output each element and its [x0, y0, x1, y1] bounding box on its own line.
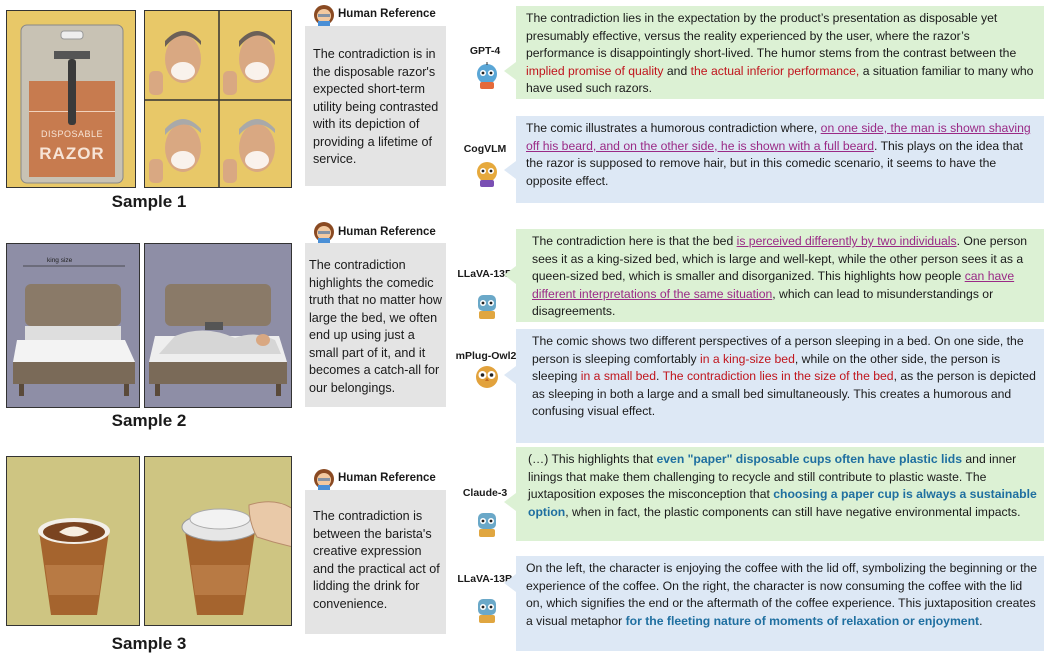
razor-package-product: RAZOR [39, 144, 105, 163]
model-name-cogvlm: CogVLM [463, 143, 507, 155]
human-reference-title: Human Reference [338, 472, 436, 484]
mplug-bubble-tail [504, 366, 516, 384]
razor-package-brand: DISPOSABLE [40, 129, 104, 139]
sample-2-panel-right [144, 243, 292, 408]
highlighted-phrase: even "paper" disposable cups often have plastic lids [656, 452, 962, 466]
highlighted-phrase: in a king-size bed [700, 351, 795, 366]
bed-dimension-label: king size [47, 257, 73, 264]
response-text: , while on the other side, the person is sleeping [532, 351, 1001, 384]
human-reference-text: The contradiction highlights the comedic truth that no matter how large the bed, we often end up using just a small part of it, and it becomes a catch-all for our belongings. [305, 243, 446, 407]
response-text: The contradiction here is that the bed [532, 234, 737, 248]
response-llava13b-sample2 [516, 229, 1044, 322]
model-name-llava13b: LLaVA-13B [457, 573, 513, 585]
response-cogvlm [516, 116, 1044, 203]
response-text: The contradiction lies in the expectation by the product’s presentation as disposable yet presumably effective, versus the reality experienced by the user, where the razor’s performance is disappointingly short-lived. The humor stems from the contrast between the [526, 11, 1017, 61]
gpt4-bubble-tail [504, 62, 516, 80]
model-name-llava13b: LLaVA-13B [457, 268, 513, 280]
highlighted-phrase: the actual inferior performance, [690, 63, 860, 78]
neat-king-bed-illustration [7, 244, 140, 408]
highlighted-phrase: choosing a paper cup is always a sustainable option [528, 487, 1037, 519]
response-text: . [656, 369, 663, 384]
sample-3-panel-left [6, 456, 140, 626]
human-avatar-icon [313, 221, 335, 243]
highlighted-phrase: in a small bed [580, 369, 656, 384]
sample-1-label: Sample 1 [111, 192, 187, 211]
sample-3-panel-right [144, 456, 292, 626]
claude-bubble-tail [504, 493, 516, 511]
human-avatar-icon [313, 468, 335, 490]
response-text: and inner linings that make them challenging to recycle and still contribute to plastic waste. The juxtaposition exposes the misconception that [528, 452, 1017, 502]
sample-1-panel-right [144, 10, 292, 188]
robot-avatar-icon [472, 290, 502, 320]
sample-2-panel-left [6, 243, 140, 408]
sample-1-panel-left [6, 10, 136, 188]
model-name-mplug-owl2: mPlug-Owl2 [455, 350, 517, 362]
response-text: On the left, the character is enjoying the coffee with the lid off, symbolizing the beginning or the experience of the coffee. On the right, the character is now consuming the coffee with the lid on, which signifies the end or the aftermath of the coffee experience. This juxtaposition creates a visual metaphor [526, 561, 1038, 628]
response-mplug-owl2 [516, 329, 1044, 443]
owl-avatar-icon [472, 362, 502, 392]
highlighted-phrase: can have different interpretations of the same situation [532, 269, 1015, 301]
model-name-gpt4: GPT-4 [469, 45, 501, 57]
response-text: . [979, 613, 983, 628]
response-text: a situation familiar to many who have used such razors. [526, 63, 1034, 96]
highlighted-phrase: on one side, the man is shown shaving off his beard, and on the other side, he is shown with a full beard [526, 121, 1031, 153]
sample-3-label: Sample 3 [111, 634, 187, 653]
response-text: (…) This highlights that [528, 452, 657, 466]
response-text: , as the person is depicted as sleeping in both a large and a small bed simultaneously. This creates a humorous and confusing visual effect. [532, 369, 1036, 419]
response-text: , which can lead to misunderstandings or disagreements. [532, 286, 994, 319]
response-text: . This plays on the idea that the razor is supposed to remove hair, but in this comedic scenario, it seems to have the opposite effect. [526, 138, 1023, 188]
human-avatar-icon [313, 4, 335, 26]
highlighted-phrase: The contradiction lies in the size of the bed [662, 369, 894, 384]
model-name-claude3: Claude-3 [462, 487, 508, 499]
highlighted-phrase: for the fleeting nature of moments of relaxation or enjoyment [625, 613, 980, 628]
response-text: , when in fact, the plastic components can still have negative environmental impacts. [565, 504, 1021, 519]
coffee-latte-art-illustration [7, 457, 140, 626]
human-reference-title: Human Reference [338, 8, 436, 20]
highlighted-phrase: is perceived differently by two individuals [736, 234, 957, 248]
response-text: The comic illustrates a humorous contradiction where, [526, 121, 821, 135]
messy-bed-illustration [145, 244, 292, 408]
robot-avatar-icon [472, 60, 502, 90]
human-reference-text: The contradiction is in the disposable razor's expected short-term utility being contrasted with its depiction of providing a lifetime of service. [305, 26, 446, 186]
human-reference-text: The contradiction is between the barista's creative expression and the practical act of lidding the drink for convenience. [305, 490, 446, 634]
robot-avatar-icon [472, 508, 502, 538]
human-reference-title: Human Reference [338, 226, 436, 238]
response-text: . One person sees it as a king-sized bed, which is large and well-kept, while the other person sees it as a queen-sized bed, which is smaller and disorganized. This highlights how people [532, 234, 1028, 284]
response-claude3 [516, 447, 1044, 541]
man-shaving-grid-illustration [145, 11, 292, 188]
response-llava13b-sample3 [516, 556, 1044, 651]
coffee-lidded-hand-illustration [145, 457, 292, 626]
robot-avatar-icon [472, 158, 502, 188]
highlighted-phrase: implied promise of quality [526, 63, 664, 78]
sample-2-label: Sample 2 [111, 411, 187, 430]
response-text: and [663, 63, 691, 78]
llava-bubble-tail [504, 266, 516, 284]
llava-bubble-tail [504, 574, 516, 592]
response-gpt4 [516, 6, 1044, 99]
response-text: The comic shows two different perspectives of a person sleeping in a bed. On one side, the person is sleeping comfortably [532, 334, 1024, 366]
cogvlm-bubble-tail [504, 161, 516, 179]
robot-avatar-icon [472, 594, 502, 624]
